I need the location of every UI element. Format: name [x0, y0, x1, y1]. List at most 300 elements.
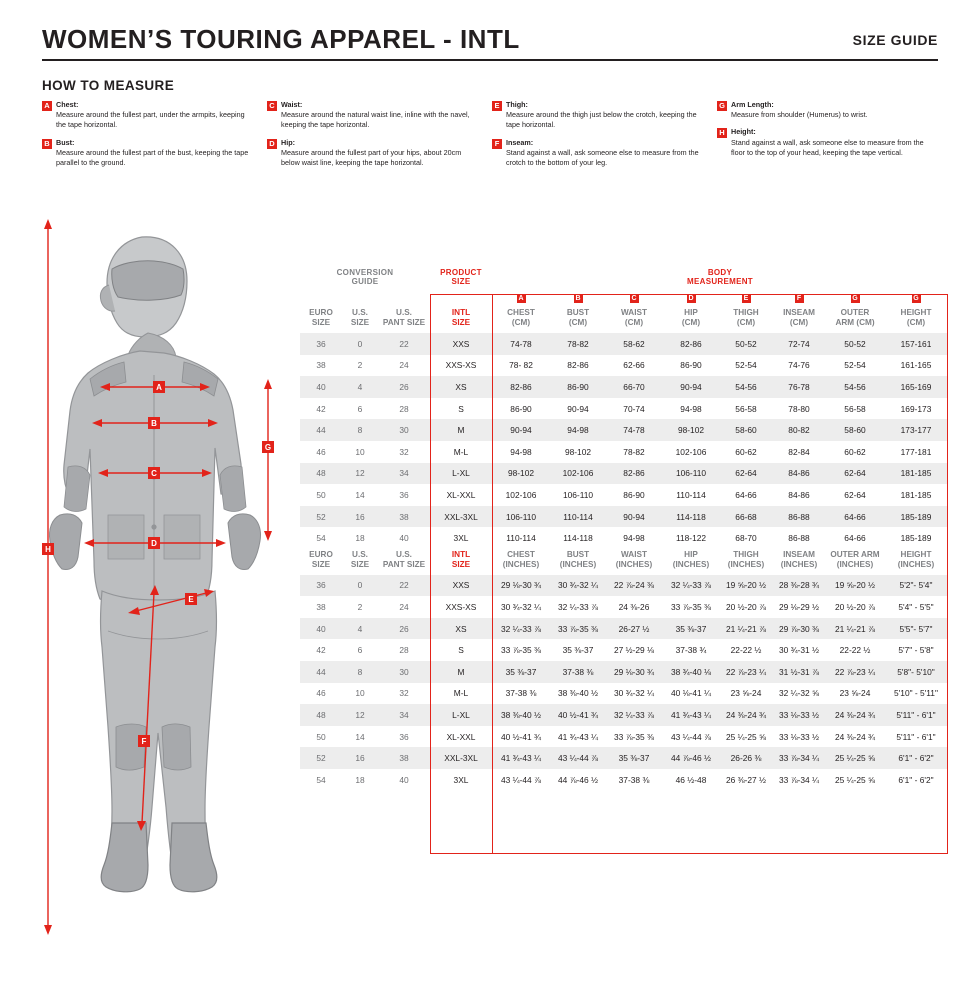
cell-hip: 82-86	[662, 333, 720, 355]
letter-cell-bust	[550, 287, 606, 307]
cell-chest: 94-98	[510, 446, 532, 457]
cell-inseam: 33 ⅛-33 ½	[772, 704, 826, 726]
cell-euro-size: 44	[300, 419, 342, 441]
cell-waist: 78-82	[623, 446, 645, 457]
cell-us-pant-size: 26	[378, 618, 430, 640]
cell-inseam: 78-80	[788, 403, 810, 414]
measure-item	[717, 127, 928, 158]
measure-item-desc: Stand against a wall, ask someone else to measure from the floor to the top of your head, keeping the tape vertical.	[731, 137, 924, 157]
header-divider	[42, 59, 938, 61]
cell-waist: 35 ⅜-37	[606, 747, 662, 769]
cell-inseam: 33 ⅞-34 ¼	[778, 774, 820, 785]
cell-hip: 38 ¾-40 ⅛	[662, 661, 720, 683]
cell-intl-size: XXS	[430, 333, 492, 355]
measure-letter-badge: F	[492, 139, 502, 149]
cell-bust: 86-90	[550, 376, 606, 398]
cell-outer-arm: 22-22 ½	[839, 645, 871, 656]
measure-item-desc: Measure around the fullest part of your hips, about 20cm below waist line, keeping the tape horizontal.	[281, 147, 462, 168]
table-row	[300, 596, 948, 618]
badge-b: B	[575, 295, 581, 303]
cell-waist: 66-70	[606, 376, 662, 398]
cell-euro-size: 52	[300, 506, 342, 528]
how-to-measure-column	[492, 100, 717, 175]
cell-hip: 43 ¼-44 ⅞	[670, 731, 712, 742]
cell-us-pant-size: 32	[399, 446, 409, 457]
cell-us-pant-size: 22	[378, 575, 430, 597]
cell-us-pant-size: 24	[399, 360, 409, 371]
cell-inseam: 29 ⅞-30 ⅜	[772, 618, 826, 640]
cell-us-pant-size: 40	[399, 533, 409, 544]
svg-text:F: F	[141, 737, 147, 746]
size-table-container	[300, 268, 948, 791]
spacer-cell	[300, 287, 342, 307]
cell-hip: 118-122	[675, 533, 707, 544]
svg-text:H: H	[45, 545, 51, 554]
cell-bust: 78-82	[550, 333, 606, 355]
table-header-row-inches	[300, 549, 948, 575]
cell-thigh: 20 ½-20 ⅞	[725, 602, 767, 613]
cell-hip: 98-102	[662, 419, 720, 441]
cell-height: 161-165	[900, 360, 932, 371]
cell-chest: 78- 82	[509, 360, 533, 371]
how-to-measure-column	[717, 100, 942, 175]
spacer-cell	[430, 287, 492, 307]
svg-text:C: C	[151, 469, 157, 478]
cell-intl-size: 3XL	[453, 533, 469, 544]
col-head-thigh-in: THIGH (INCHES)	[727, 550, 765, 569]
cell-outer-arm: 60-62	[844, 446, 866, 457]
cell-outer-arm: 54-56	[826, 376, 884, 398]
table-row	[300, 575, 948, 597]
svg-text:B: B	[151, 419, 157, 428]
cell-chest: 82-86	[492, 376, 550, 398]
cell-waist: 86-90	[623, 490, 645, 501]
cell-chest: 86-90	[510, 403, 532, 414]
col-head-bust-cm: BUST (CM)	[566, 308, 590, 328]
cell-height: 157-161	[884, 333, 948, 355]
size-guide-label: SIZE GUIDE	[852, 32, 938, 48]
cell-us-pant-size: 36	[399, 731, 409, 742]
cell-euro-size: 42	[316, 645, 326, 656]
table-row	[300, 376, 948, 398]
measure-item	[42, 138, 253, 169]
table-row	[300, 639, 948, 661]
cell-us-size: 16	[342, 747, 378, 769]
cell-intl-size: S	[458, 403, 464, 414]
cell-chest: 41 ¾-43 ¼	[492, 747, 550, 769]
cell-inseam: 82-84	[788, 446, 810, 457]
cell-bust: 30 ¾-32 ¼	[550, 575, 606, 597]
cell-us-pant-size: 36	[399, 490, 409, 501]
table-group-heading-row	[300, 268, 948, 287]
cell-us-size: 18	[355, 774, 365, 785]
cell-thigh: 25 ¼-25 ⅝	[725, 731, 767, 742]
table-row	[300, 419, 948, 441]
spacer-cell	[342, 287, 378, 307]
cell-euro-size: 36	[300, 575, 342, 597]
cell-us-size: 0	[342, 575, 378, 597]
cell-inseam: 33 ⅛-33 ½	[778, 731, 820, 742]
cell-bust: 102-106	[550, 463, 606, 485]
cell-intl-size: M	[430, 419, 492, 441]
cell-height: 5'7" - 5'8"	[898, 645, 934, 656]
cell-thigh: 23 ⅝-24	[730, 688, 762, 699]
cell-us-size: 2	[357, 602, 363, 613]
cell-thigh: 19 ⅝-20 ½	[720, 575, 772, 597]
group-conversion-guide: CONVERSION GUIDE	[336, 268, 394, 287]
cell-intl-size: XXS-XS	[445, 360, 477, 371]
how-to-measure-column	[267, 100, 492, 175]
svg-text:E: E	[188, 595, 194, 604]
cell-outer-arm: 56-58	[844, 403, 866, 414]
cell-hip: 106-110	[662, 463, 720, 485]
cell-us-size: 14	[355, 490, 365, 501]
cell-thigh: 60-62	[735, 446, 757, 457]
cell-inseam: 86-88	[788, 533, 810, 544]
cell-hip: 90-94	[662, 376, 720, 398]
cell-waist: 58-62	[606, 333, 662, 355]
cell-height: 173-177	[884, 419, 948, 441]
cell-inseam: 30 ¾-31 ½	[778, 645, 820, 656]
table-row	[300, 463, 948, 485]
cell-intl-size: L-XL	[430, 463, 492, 485]
cell-us-size: 0	[342, 333, 378, 355]
cell-hip: 114-118	[662, 506, 720, 528]
col-head-hip-cm: HIP (CM)	[681, 308, 701, 328]
table-row	[300, 618, 948, 640]
cell-euro-size: 40	[300, 618, 342, 640]
measure-letter-badge: C	[267, 101, 277, 111]
measure-item-name: Thigh:	[506, 100, 528, 109]
cell-height: 5'8"- 5'10"	[884, 661, 948, 683]
cell-thigh: 22-22 ½	[730, 645, 762, 656]
cell-hip: 35 ⅜-37	[662, 618, 720, 640]
cell-bust: 35 ⅜-37	[562, 645, 594, 656]
group-product-size: PRODUCT SIZE	[440, 268, 482, 287]
cell-chest: 33 ⅞-35 ⅜	[500, 645, 542, 656]
cell-intl-size: XL-XXL	[446, 731, 476, 742]
cell-height: 165-169	[884, 376, 948, 398]
measure-letter-badge: A	[42, 101, 52, 111]
cell-thigh: 56-58	[735, 403, 757, 414]
cell-thigh: 24 ⅜-24 ¾	[720, 704, 772, 726]
cell-outer-arm: 23 ⅝-24	[839, 688, 871, 699]
cell-bust: 40 ½-41 ¾	[550, 704, 606, 726]
cell-chest: 102-106	[505, 490, 537, 501]
cell-hip: 33 ⅞-35 ⅜	[670, 602, 712, 613]
cell-waist: 37-38 ⅜	[618, 774, 650, 785]
col-head-chest-cm: CHEST (CM)	[507, 308, 535, 328]
cell-intl-size: M-L	[453, 688, 469, 699]
cell-us-size: 8	[342, 661, 378, 683]
how-to-measure-title: HOW TO MEASURE	[42, 78, 175, 93]
cell-outer-arm: 58-60	[826, 419, 884, 441]
cell-inseam: 84-86	[788, 490, 810, 501]
cell-height: 185-189	[884, 506, 948, 528]
cell-euro-size: 36	[300, 333, 342, 355]
col-head-hip-in: HIP (INCHES)	[672, 550, 710, 569]
cell-inseam: 76-78	[772, 376, 826, 398]
cell-thigh: 68-70	[735, 533, 757, 544]
cell-outer-arm: 20 ½-20 ⅞	[834, 602, 876, 613]
cell-thigh: 26 ⅜-27 ½	[725, 774, 767, 785]
cell-thigh: 50-52	[720, 333, 772, 355]
cell-us-size: 10	[355, 446, 365, 457]
cell-outer-arm: 64-66	[844, 533, 866, 544]
cell-chest: 30 ¾-32 ¼	[500, 602, 542, 613]
cell-euro-size: 38	[316, 360, 326, 371]
table-row	[300, 355, 948, 377]
measure-item-name: Hip:	[281, 137, 295, 147]
cell-waist: 70-74	[623, 403, 645, 414]
cell-chest: 43 ¼-44 ⅞	[500, 774, 542, 785]
cell-hip: 32 ¼-33 ⅞	[662, 575, 720, 597]
cell-intl-size: XL-XXL	[446, 490, 476, 501]
badge-d: D	[688, 295, 694, 303]
cell-chest: 38 ⅜-40 ½	[492, 704, 550, 726]
letter-cell-height	[884, 287, 948, 307]
measure-item-desc: Stand against a wall, ask someone else to measure from the crotch to the bottom of your leg.	[506, 147, 699, 168]
cell-euro-size: 52	[300, 747, 342, 769]
cell-waist: 90-94	[606, 506, 662, 528]
measure-letter-badge: G	[717, 101, 727, 111]
measure-item-desc: Measure from shoulder (Humerus) to wrist.	[731, 110, 868, 120]
cell-waist: 27 ½-29 ⅛	[613, 645, 655, 656]
cell-intl-size: XXL-3XL	[430, 506, 492, 528]
badge-f: F	[795, 294, 804, 303]
col-head-us-pant-size-in: U.S. PANT SIZE	[382, 550, 426, 569]
how-to-measure-column	[42, 100, 267, 175]
cell-inseam: 84-86	[772, 463, 826, 485]
col-head-euro-size: EURO SIZE	[309, 308, 333, 328]
col-head-us-size: U.S. SIZE	[350, 308, 370, 328]
col-head-intl-size-in: INTL SIZE	[451, 550, 471, 569]
svg-text:A: A	[156, 383, 162, 392]
cell-euro-size: 42	[316, 403, 326, 414]
cell-bust: 33 ⅞-35 ⅜	[550, 618, 606, 640]
cell-bust: 43 ¼-44 ⅞	[550, 747, 606, 769]
col-head-bust-in: BUST (INCHES)	[559, 550, 597, 569]
cell-thigh: 58-60	[720, 419, 772, 441]
cell-height: 6'1" - 6'2"	[884, 747, 948, 769]
cell-us-pant-size: 40	[399, 774, 409, 785]
cell-intl-size: M-L	[453, 446, 469, 457]
cell-euro-size: 54	[316, 774, 326, 785]
table-row	[300, 527, 948, 549]
measure-letter-badge: B	[42, 139, 52, 149]
table-row	[300, 398, 948, 420]
badge-c: C	[631, 295, 637, 303]
cell-height: 5'11" - 6'1"	[884, 704, 948, 726]
col-head-us-size-in: U.S. SIZE	[350, 550, 370, 569]
table-row	[300, 726, 948, 748]
cell-bust: 90-94	[567, 403, 589, 414]
cell-height: 5'11" - 6'1"	[896, 731, 936, 742]
cell-thigh: 64-66	[735, 490, 757, 501]
measurement-figure	[30, 215, 320, 945]
col-head-height-in: HEIGHT (INCHES)	[897, 550, 935, 569]
cell-euro-size: 44	[300, 661, 342, 683]
cell-outer-arm: 21 ¼-21 ⅞	[826, 618, 884, 640]
cell-inseam: 80-82	[772, 419, 826, 441]
cell-us-pant-size: 34	[378, 704, 430, 726]
cell-hip: 41 ¾-43 ¼	[662, 704, 720, 726]
cell-inseam: 74-76	[788, 360, 810, 371]
cell-thigh: 26-26 ⅜	[720, 747, 772, 769]
col-head-euro-size-in: EURO SIZE	[309, 550, 333, 569]
cell-chest: 35 ⅜-37	[492, 661, 550, 683]
cell-us-size: 10	[355, 688, 365, 699]
cell-us-size: 8	[342, 419, 378, 441]
cell-us-size: 2	[357, 360, 363, 371]
measure-item	[492, 138, 703, 169]
table-row	[300, 441, 948, 463]
cell-us-size: 16	[342, 506, 378, 528]
cell-outer-arm: 25 ¼-25 ⅝	[834, 774, 876, 785]
cell-bust: 114-118	[563, 533, 593, 544]
cell-euro-size: 40	[300, 376, 342, 398]
table-header-row-cm	[300, 307, 948, 333]
svg-text:D: D	[151, 539, 157, 548]
measure-item-desc: Measure around the thigh just below the crotch, keeping the tape horizontal.	[506, 110, 697, 130]
group-body-measurement: BODY MEASUREMENT	[687, 268, 753, 287]
col-head-inseam-cm: INSEAM (CM)	[783, 308, 815, 328]
cell-us-size: 4	[342, 618, 378, 640]
letter-cell-waist	[606, 287, 662, 307]
cell-hip: 44 ⅞-46 ½	[662, 747, 720, 769]
col-head-waist-cm: WAIST (CM)	[621, 308, 647, 328]
page-header	[42, 26, 938, 61]
table-row	[300, 683, 948, 705]
cell-intl-size: L-XL	[430, 704, 492, 726]
cell-hip: 94-98	[680, 403, 702, 414]
cell-height: 6'1" - 6'2"	[898, 774, 934, 785]
cell-euro-size: 50	[316, 731, 326, 742]
badge-e: E	[742, 294, 751, 303]
cell-thigh: 66-68	[720, 506, 772, 528]
cell-us-size: 14	[355, 731, 365, 742]
col-head-chest-in: CHEST (INCHES)	[502, 550, 540, 569]
cell-waist: 30 ¾-32 ¼	[613, 688, 655, 699]
table-row	[300, 484, 948, 506]
col-head-inseam-in: INSEAM (INCHES)	[780, 550, 818, 569]
cell-inseam: 32 ¼-32 ⅝	[778, 688, 820, 699]
cell-us-pant-size: 34	[378, 463, 430, 485]
cell-height: 5'2"- 5'4"	[884, 575, 948, 597]
cell-thigh: 52-54	[735, 360, 757, 371]
cell-inseam: 31 ½-31 ⅞	[772, 661, 826, 683]
measure-letter-badge: D	[267, 139, 277, 149]
cell-inseam: 33 ⅞-34 ¼	[772, 747, 826, 769]
cell-bust: 44 ⅞-46 ½	[557, 774, 599, 785]
measure-item	[492, 100, 703, 131]
cell-intl-size: XXS	[430, 575, 492, 597]
cell-bust: 41 ¾-43 ¼	[557, 731, 599, 742]
table-row	[300, 333, 948, 355]
letter-cell-hip	[662, 287, 720, 307]
cell-outer-arm: 62-64	[844, 490, 866, 501]
cell-us-size: 12	[342, 463, 378, 485]
measure-item-desc: Measure around the fullest part, under the armpits, keeping the tape horizontal.	[56, 110, 245, 130]
cell-hip: 110-114	[676, 490, 706, 501]
cell-height: 5'5"- 5'7"	[884, 618, 948, 640]
cell-us-pant-size: 32	[399, 688, 409, 699]
cell-us-size: 18	[355, 533, 365, 544]
letter-cell-outer-arm	[826, 287, 884, 307]
badge-a: A	[518, 295, 524, 303]
cell-bust: 110-114	[550, 506, 606, 528]
cell-euro-size: 54	[316, 533, 326, 544]
measure-item-name: Height:	[731, 127, 756, 137]
table-row	[300, 506, 948, 528]
col-head-thigh-cm: THIGH (CM)	[733, 308, 759, 328]
cell-waist: 29 ⅛-30 ¾	[606, 661, 662, 683]
table-row	[300, 769, 948, 791]
cell-waist: 24 ⅜-26	[618, 602, 650, 613]
cell-thigh: 54-56	[720, 376, 772, 398]
cell-euro-size: 48	[300, 704, 342, 726]
cell-outer-arm: 24 ⅜-24 ¾	[826, 704, 884, 726]
cell-chest: 110-114	[506, 533, 536, 544]
spacer-cell	[378, 287, 430, 307]
cell-inseam: 86-88	[772, 506, 826, 528]
cell-outer-arm: 19 ⅝-20 ½	[826, 575, 884, 597]
cell-thigh: 21 ¼-21 ⅞	[720, 618, 772, 640]
size-table	[300, 268, 948, 791]
cell-bust: 38 ⅜-40 ½	[557, 688, 599, 699]
measure-item-name: Inseam:	[506, 137, 534, 147]
cell-outer-arm: 24 ⅜-24 ¾	[834, 731, 876, 742]
cell-bust: 32 ¼-33 ⅞	[557, 602, 599, 613]
cell-outer-arm: 25 ¼-25 ⅝	[826, 747, 884, 769]
cell-chest: 32 ¼-33 ⅞	[492, 618, 550, 640]
page-title: WOMEN’S TOURING APPAREL - INTL	[42, 24, 520, 54]
cell-intl-size: M	[430, 661, 492, 683]
cell-us-size: 12	[342, 704, 378, 726]
cell-height: 169-173	[900, 403, 932, 414]
cell-height: 5'10" - 5'11"	[894, 688, 938, 699]
col-head-outer-arm-cm: OUTER ARM (CM)	[835, 308, 875, 328]
cell-us-pant-size: 30	[378, 419, 430, 441]
cell-inseam: 28 ⅜-28 ¾	[772, 575, 826, 597]
cell-us-size: 4	[342, 376, 378, 398]
cell-height: 177-181	[900, 446, 932, 457]
cell-hip: 102-106	[675, 446, 707, 457]
cell-us-pant-size: 22	[378, 333, 430, 355]
cell-thigh: 62-64	[720, 463, 772, 485]
cell-euro-size: 46	[316, 446, 326, 457]
cell-euro-size: 50	[316, 490, 326, 501]
cell-intl-size: S	[458, 645, 464, 656]
cell-waist: 22 ⅞-24 ⅜	[606, 575, 662, 597]
cell-thigh: 22 ⅞-23 ¼	[720, 661, 772, 683]
cell-us-pant-size: 28	[399, 645, 409, 656]
cell-chest: 90-94	[492, 419, 550, 441]
cell-intl-size: 3XL	[453, 774, 469, 785]
cell-bust: 106-110	[562, 490, 594, 501]
measure-item	[717, 100, 928, 120]
cell-bust: 94-98	[550, 419, 606, 441]
how-to-measure-grid	[42, 100, 942, 175]
cell-us-size: 6	[357, 645, 363, 656]
col-head-waist-in: WAIST (INCHES)	[615, 550, 653, 569]
table-row	[300, 704, 948, 726]
table-letter-row	[300, 287, 948, 307]
cell-chest: 37-38 ⅜	[505, 688, 537, 699]
cell-waist: 94-98	[623, 533, 645, 544]
cell-waist: 32 ¼-33 ⅞	[606, 704, 662, 726]
cell-chest: 106-110	[492, 506, 550, 528]
